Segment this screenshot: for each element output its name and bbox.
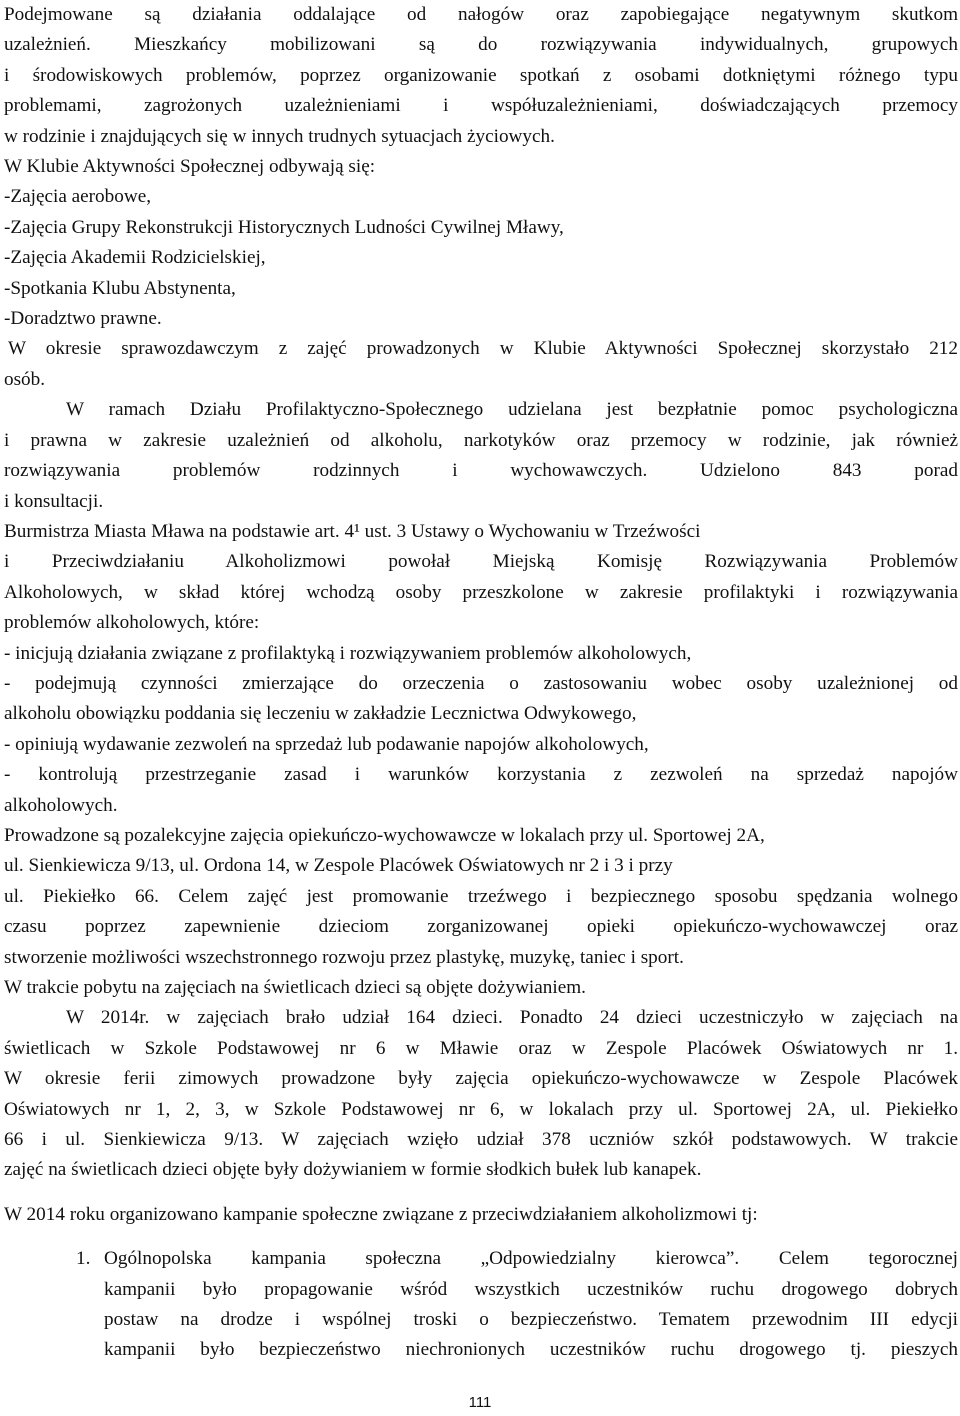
paragraph-line: zajęć na świetlicach dzieci objęte były dożywianiem w formie słodkich bułek lub kanapek.	[4, 1159, 702, 1181]
list-continuation-line: postaw na drodze i wspólnej troski o bezpieczeństwo. Tematem przewodnim III edycji	[104, 1309, 958, 1331]
paragraph-line: W 2014 roku organizowano kampanie społeczne związane z przeciwdziałaniem alkoholizmowi tj:	[4, 1203, 758, 1225]
paragraph-gap	[4, 1230, 958, 1244]
list-line: -Zajęcia Grupy Rekonstrukcji Historycznych Ludności Cywilnej Mławy,	[4, 216, 564, 238]
paragraph-line: uzależnień. Mieszkańcy mobilizowani są do rozwiązywania indywidualnych, grupowych	[4, 34, 958, 56]
list-line: -Zajęcia aerobowe,	[4, 186, 152, 208]
list-line: -Zajęcia Akademii Rodzicielskiej,	[4, 247, 266, 269]
paragraph-line: w rodzinie i znajdujących się w innych trudnych sytuacjach życiowych.	[4, 125, 555, 147]
paragraph-line: ul. Sienkiewicza 9/13, ul. Ordona 14, w Zespole Placówek Oświatowych nr 2 i 3 i przy	[4, 855, 673, 877]
paragraph-line: problemów alkoholowych, które:	[4, 612, 260, 634]
paragraph-line: W okresie sprawozdawczym z zajęć prowadzonych w Klubie Aktywności Społecznej skorzystało 212	[8, 338, 958, 360]
paragraph-line: 66 i ul. Sienkiewicza 9/13. W zajęciach wzięło udział 378 uczniów szkół podstawowych. W trakcie	[4, 1129, 958, 1151]
paragraph-line: Prowadzone są pozalekcyjne zajęcia opiekuńczo-wychowawcze w lokalach przy ul. Sportowej 2A,	[4, 824, 765, 846]
paragraph-line: rozwiązywania problemów rodzinnych i wychowawczych. Udzielono 843 porad	[4, 460, 958, 482]
list-number: 1.	[76, 1248, 91, 1270]
paragraph-line: i środowiskowych problemów, poprzez organizowanie spotkań z osobami dotkniętymi różnego typu	[4, 64, 958, 86]
paragraph-line: i Przeciwdziałaniu Alkoholizmowi powołał Miejską Komisję Rozwiązywania Problemów	[4, 551, 958, 573]
list-line: - kontrolują przestrzeganie zasad i warunków korzystania z zezwoleń na sprzedaż napojów	[4, 764, 958, 786]
paragraph-line: W 2014r. w zajęciach brało udział 164 dzieci. Ponadto 24 dzieci uczestniczyło w zajęciach na	[66, 1007, 958, 1029]
page-number: 111	[468, 1394, 492, 1411]
list-line: -Doradztwo prawne.	[4, 308, 162, 330]
list-line: alkoholowych.	[4, 794, 118, 816]
list-line: alkoholu obowiązku poddania się leczeniu w zakładzie Lecznictwa Odwykowego,	[4, 703, 637, 725]
paragraph-line: osób.	[4, 368, 46, 390]
list-line: - opiniują wydawanie zezwoleń na sprzedaż lub podawanie napojów alkoholowych,	[4, 733, 649, 755]
paragraph-line: ul. Piekiełko 66. Celem zajęć jest promowanie trzeźwego i bezpiecznego sposobu spędzania wolnego	[4, 885, 958, 907]
paragraph-line: W okresie ferii zimowych prowadzone były zajęcia opiekuńczo-wychowawcze w Zespole Placówek	[4, 1068, 958, 1090]
paragraph-line: i konsultacji.	[4, 490, 104, 512]
paragraph-line: problemami, zagrożonych uzależnieniami i współuzależnieniami, doświadczających przemocy	[4, 95, 958, 117]
paragraph-line: świetlicach w Szkole Podstawowej nr 6 w Mławie oraz w Zespole Placówek Oświatowych nr 1.	[4, 1037, 958, 1059]
paragraph-line: W ramach Działu Profilaktyczno-Społecznego udzielana jest bezpłatnie pomoc psychologiczna	[66, 399, 958, 421]
paragraph-line: i prawna w zakresie uzależnień od alkoholu, narkotyków oraz przemocy w rodzinie, jak również	[4, 429, 958, 451]
paragraph-line: Oświatowych nr 1, 2, 3, w Szkole Podstawowej nr 6, w lokalach przy ul. Sportowej 2A, ul. Piekiełko	[4, 1098, 958, 1120]
list-line: - inicjują działania związane z profilaktyką i rozwiązywaniem problemów alkoholowych,	[4, 642, 692, 664]
paragraph-line: W trakcie pobytu na zajęciach na świetlicach dzieci są objęte dożywianiem.	[4, 977, 586, 998]
paragraph-line: Burmistrza Miasta Mława na podstawie art. 4¹ ust. 3 Ustawy o Wychowaniu w Trzeźwości	[4, 520, 701, 542]
list-line: -Spotkania Klubu Abstynenta,	[4, 277, 236, 299]
list-line: - podejmują czynności zmierzające do orzeczenia o zastosowaniu wobec osoby uzależnionej od	[4, 672, 958, 694]
paragraph-line: Alkoholowych, w skład której wchodzą osoby przeszkolone w zakresie profilaktyki i rozwiązywania	[4, 581, 958, 603]
list-item-text: Ogólnopolska kampania społeczna „Odpowiedzialny kierowca”. Celem tegorocznej	[104, 1248, 958, 1270]
list-continuation-line: kampanii było bezpieczeństwo niechronionych uczestników ruchu drogowego tj. pieszych	[104, 1339, 958, 1361]
paragraph-line: czasu poprzez zapewnienie dzieciom zorganizowanej opieki opiekuńczo-wychowawczej oraz	[4, 916, 958, 938]
document-page	[4, 0, 958, 1366]
numbered-list-item	[4, 1244, 958, 1274]
paragraph-line: stworzenie możliwości wszechstronnego rozwoju przez plastykę, muzykę, taniec i sport.	[4, 946, 684, 968]
paragraph-line: W Klubie Aktywności Społecznej odbywają się:	[4, 156, 376, 178]
paragraph-gap	[4, 1186, 958, 1200]
list-continuation-line: kampanii było propagowanie wśród wszystkich uczestników ruchu drogowego dobrych	[104, 1278, 958, 1300]
paragraph-line: Podejmowane są działania oddalające od nałogów oraz zapobiegające negatywnym skutkom	[4, 4, 958, 25]
